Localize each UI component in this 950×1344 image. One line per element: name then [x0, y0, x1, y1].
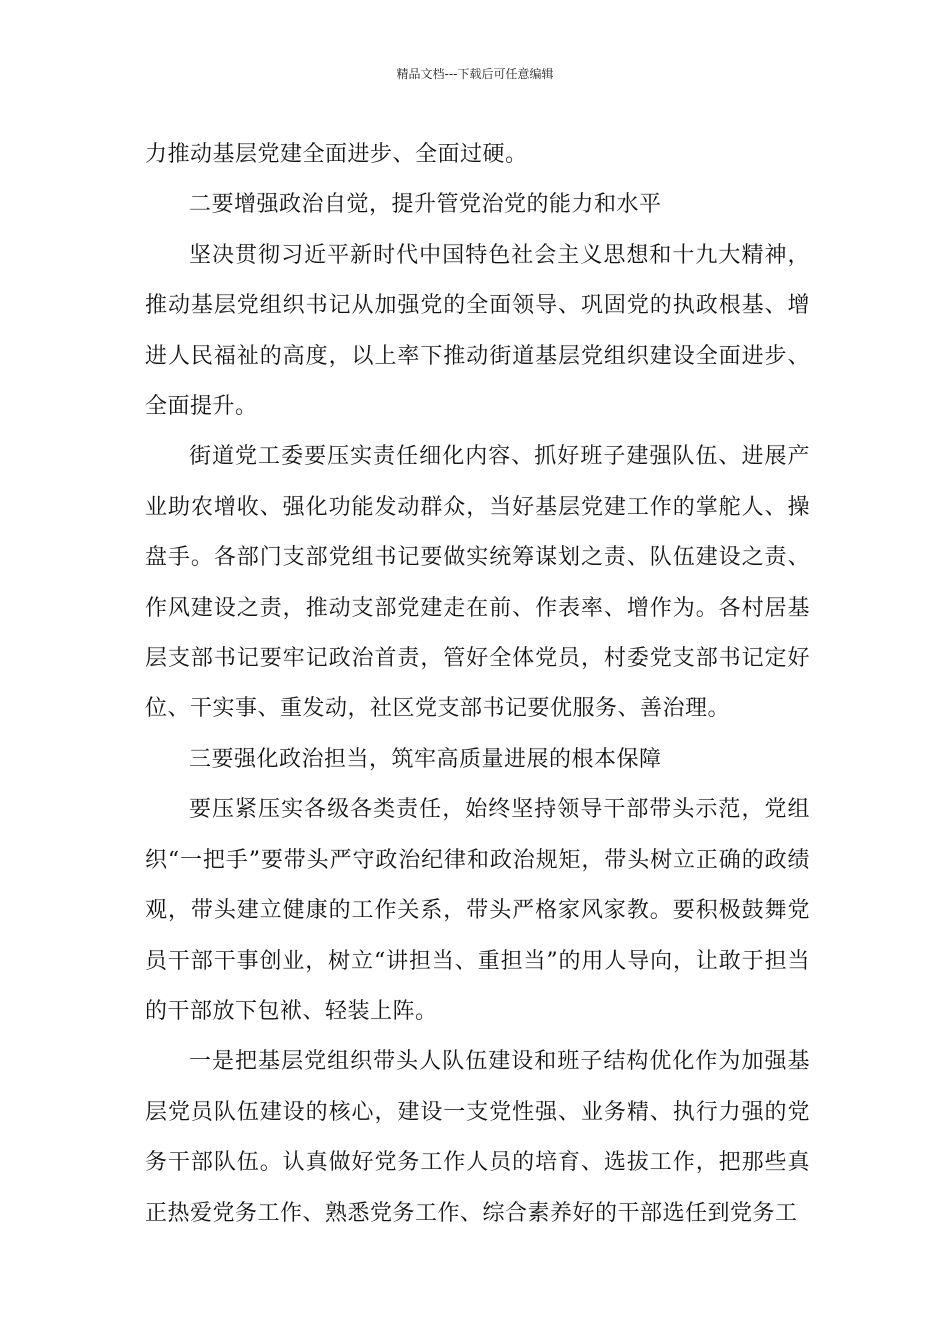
paragraph: 坚决贯彻习近平新时代中国特色社会主义思想和十九大精神，推动基层党组织书记从加强党的全面领导、巩固党的执政根基、增进人民福祉的高度，以上率下推动街道基层党组织建设全面进步、全面提升。 — [145, 242, 810, 420]
page-header: 精品文档---下载后可任意编辑 — [396, 67, 554, 81]
paragraph: 一是把基层党组织带头人队伍建设和班子结构优化作为加强基层党员队伍建设的核心，建设一支党性强、业务精、执行力强的党务干部队伍。认真做好党务工作人员的培育、选拔工作，把那些真正热爱党务工作、熟悉党务工作、综合素养好的干部选任到党务工 — [145, 1049, 810, 1226]
section-heading: 三要强化政治担当，筑牢高质量进展的根本保障 — [189, 746, 662, 772]
document-body — [145, 130, 810, 1239]
paragraph: 街道党工委要压实责任细化内容、抓好班子建强队伍、进展产业助农增收、强化功能发动群众，当好基层党建工作的掌舵人、操盘手。各部门支部党组书记要做实统筹谋划之责、队伍建设之责、作风建设之责，推动支部党建走在前、作表率、增作为。各村居基层支部书记要牢记政治首责，管好全体党员，村委党支部书记定好位、干实事、重发动，社区党支部书记要优服务、善治理。 — [145, 444, 810, 722]
section-heading: 二要增强政治自觉，提升管党治党的能力和水平 — [189, 192, 662, 218]
paragraph: 力推动基层党建全面进步、全面过硬。 — [145, 142, 528, 167]
paragraph: 要压紧压实各级各类责任，始终坚持领导干部带头示范，党组织“一把手”要带头严守政治纪律和政治规矩，带头树立正确的政绩观，带头建立健康的工作关系，带头严格家风家教。要积极鼓舞党员干部干事创业，树立“讲担当、重担当”的用人导向，让敢于担当的干部放下包袱、轻装上阵。 — [145, 797, 810, 1024]
